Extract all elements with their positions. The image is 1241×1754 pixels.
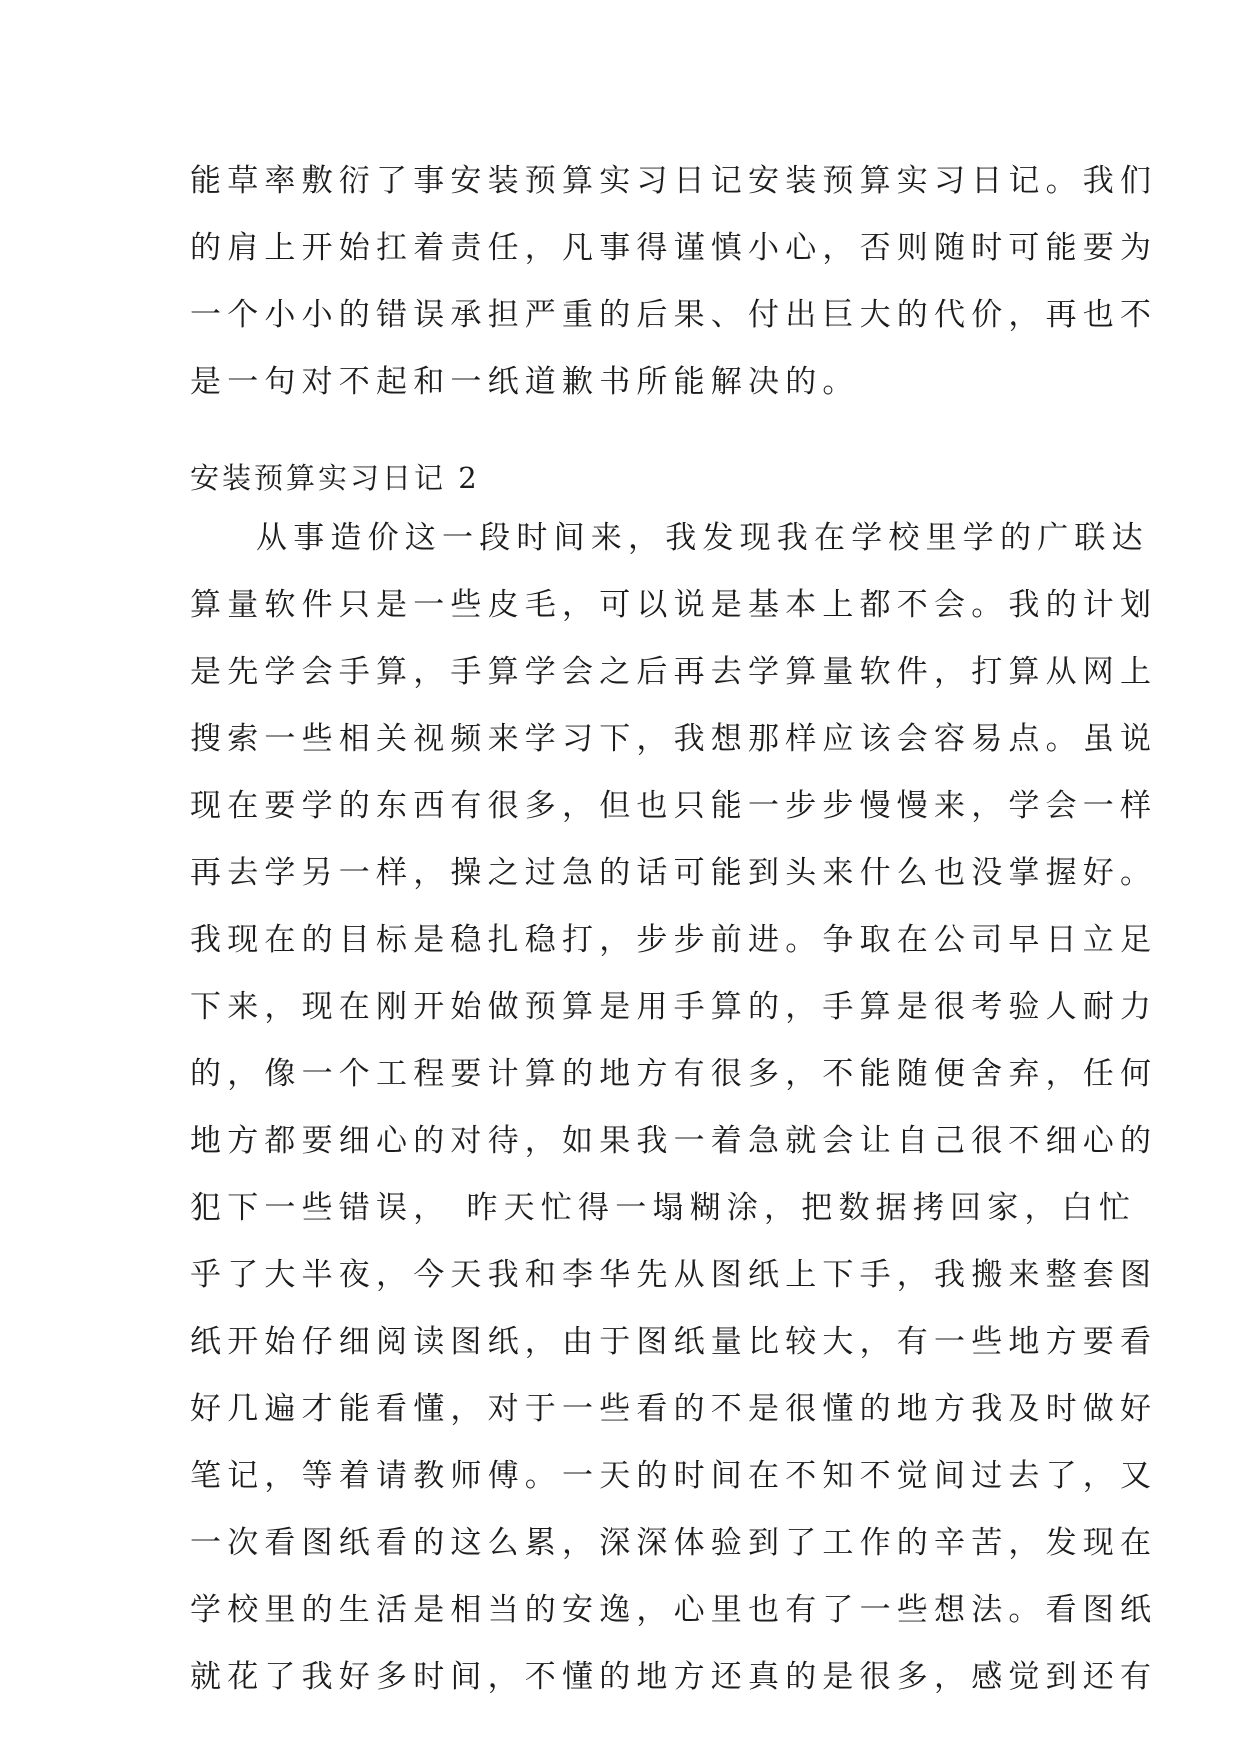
paragraph-line: 纸开始仔细阅读图纸，由于图纸量比较大，有一些地方要看 bbox=[190, 1324, 1158, 1360]
paragraph-line: 笔记，等着请教师傅。一天的时间在不知不觉间过去了，又 bbox=[190, 1458, 1158, 1494]
paragraph-line: 现在要学的东西有很多，但也只能一步步慢慢来，学会一样 bbox=[190, 788, 1158, 824]
paragraph-line: 就花了我好多时间，不懂的地方还真的是很多，感觉到还有 bbox=[190, 1659, 1158, 1695]
paragraph-line: 地方都要细心的对待，如果我一着急就会让自己很不细心的 bbox=[190, 1123, 1158, 1159]
paragraph-line: 算量软件只是一些皮毛，可以说是基本上都不会。我的计划 bbox=[190, 587, 1158, 623]
paragraph-line: 是先学会手算，手算学会之后再去学算量软件，打算从网上 bbox=[190, 654, 1158, 690]
paragraph-line: 的肩上开始扛着责任，凡事得谨慎小心，否则随时可能要为 bbox=[190, 230, 1158, 266]
paragraph-line: 一个小小的错误承担严重的后果、付出巨大的代价，再也不 bbox=[190, 297, 1158, 333]
paragraph-line: 一次看图纸看的这么累，深深体验到了工作的辛苦，发现在 bbox=[190, 1525, 1158, 1561]
paragraph-line: 是一句对不起和一纸道歉书所能解决的。 bbox=[190, 364, 860, 400]
paragraph-line: 学校里的生活是相当的安逸，心里也有了一些想法。看图纸 bbox=[190, 1592, 1158, 1628]
paragraph-line: 犯下一些错误， 昨天忙得一塌糊涂，把数据拷回家，白忙 bbox=[190, 1190, 1137, 1226]
section-heading: 安装预算实习日记 2 bbox=[190, 461, 480, 495]
paragraph-line: 乎了大半夜，今天我和李华先从图纸上下手，我搬来整套图 bbox=[190, 1257, 1158, 1293]
intro-paragraph bbox=[190, 148, 1158, 416]
paragraph-line: 的，像一个工程要计算的地方有很多，不能随便舍弃，任何 bbox=[190, 1056, 1158, 1092]
paragraph-line: 从事造价这一段时间来，我发现我在学校里学的广联达 bbox=[256, 520, 1149, 556]
body-paragraph bbox=[190, 505, 1158, 1711]
paragraph-line: 我现在的目标是稳扎稳打，步步前进。争取在公司早日立足 bbox=[190, 922, 1158, 958]
paragraph-line: 下来，现在刚开始做预算是用手算的，手算是很考验人耐力 bbox=[190, 989, 1158, 1025]
paragraph-line: 好几遍才能看懂，对于一些看的不是很懂的地方我及时做好 bbox=[190, 1391, 1158, 1427]
paragraph-line: 再去学另一样，操之过急的话可能到头来什么也没掌握好。 bbox=[190, 855, 1158, 891]
paragraph-line: 搜索一些相关视频来学习下，我想那样应该会容易点。虽说 bbox=[190, 721, 1158, 757]
paragraph-line: 能草率敷衍了事安装预算实习日记安装预算实习日记。我们 bbox=[190, 163, 1158, 199]
